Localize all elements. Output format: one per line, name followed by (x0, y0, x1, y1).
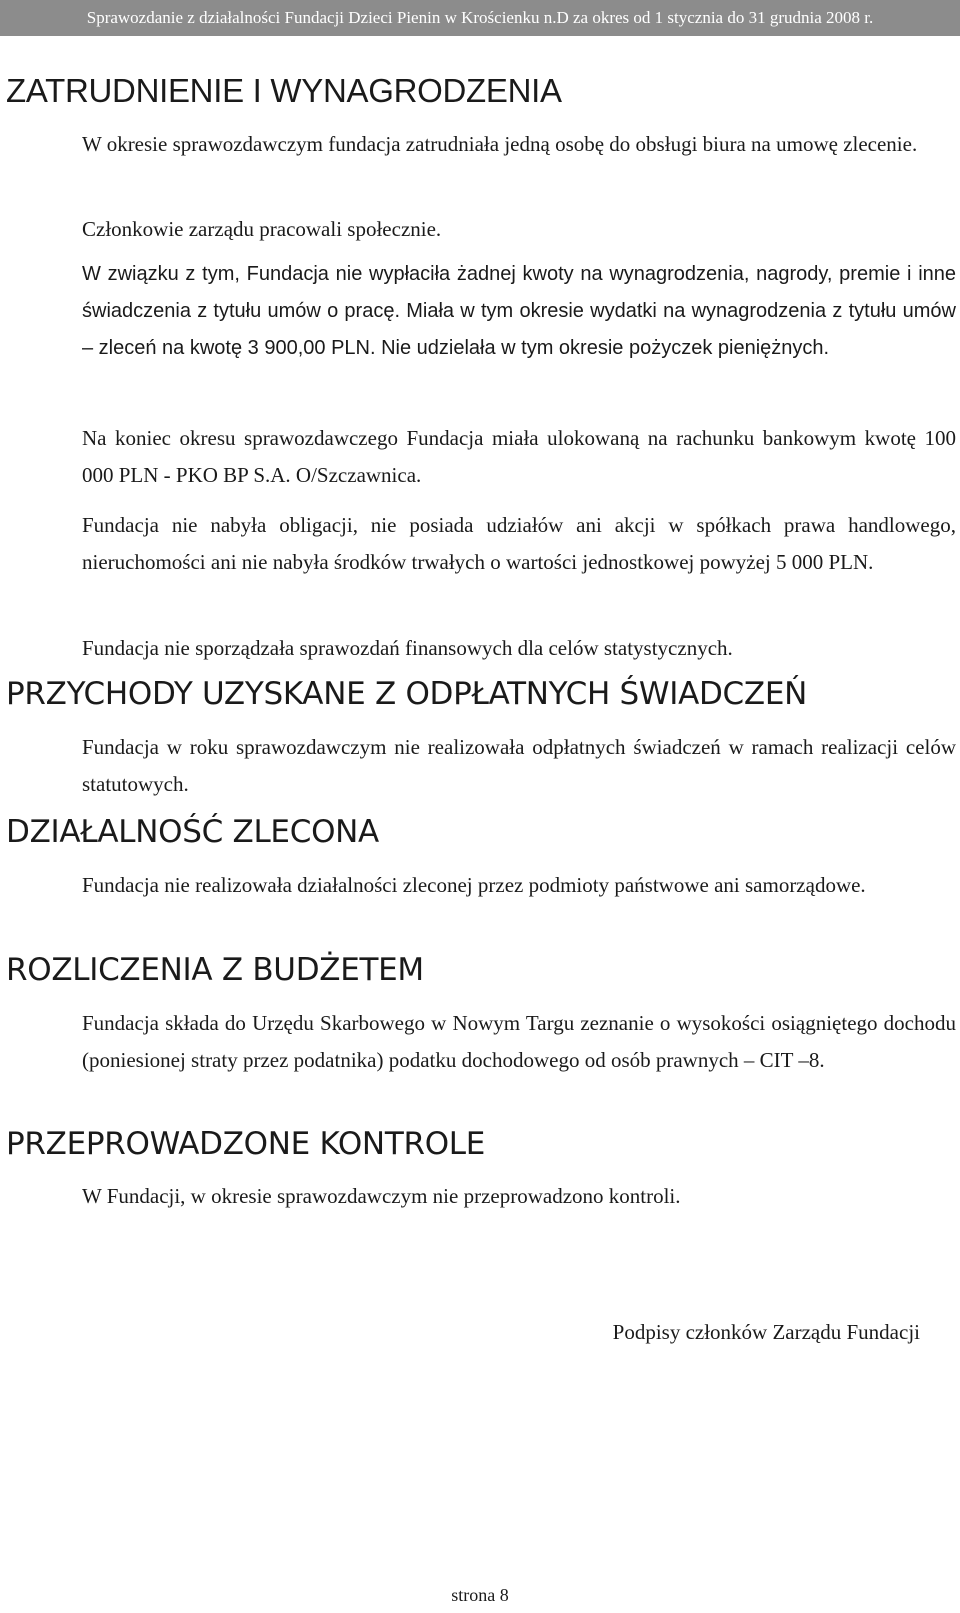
paragraph-commissioned-activity: Fundacja nie realizowała działalności zleconej przez podmioty państwowe ani samorządowe. (82, 873, 866, 897)
running-header: Sprawozdanie z działalności Fundacji Dzieci Pienin w Krościenku n.D za okres od 1 stycznia do 31 grudnia 2008 r. (0, 0, 960, 36)
paragraph-inspections: W Fundacji, w okresie sprawozdawczym nie przeprowadzono kontroli. (82, 1184, 681, 1208)
paragraph-employment-1: W okresie sprawozdawczym fundacja zatrudniała jedną osobę do obsługi biura na umowę zlecenie. (82, 132, 918, 156)
paragraph-employment-4: Na koniec okresu sprawozdawczego Fundacja miała ulokowaną na rachunku bankowym kwotę 100 000 PLN - PKO BP S.A. O/Szczawnica. (82, 426, 956, 487)
paragraph-employment-6: Fundacja nie sporządzała sprawozdań finansowych dla celów statystycznych. (82, 636, 733, 660)
section-heading-employment: ZATRUDNIENIE I WYNAGRODZENIA (6, 72, 562, 109)
paragraph-employment-3: W związku z tym, Fundacja nie wypłaciła żadnej kwoty na wynagrodzenia, nagrody, premie i inne świadczenia z tytułu umów o pracę. Miała w tym okresie wydatki na wynagrodzenia z tytułu umów – zleceń na kwotę 3 900,00 PLN. Nie udzielała w tym okresie pożyczek pieniężnych. (82, 263, 956, 359)
signature-line: Podpisy członków Zarządu Fundacji (612, 1320, 920, 1344)
section-heading-budget-settlements: ROZLICZENIA Z BUDŻETEM (6, 952, 424, 988)
paragraph-employment-2: Członkowie zarządu pracowali społecznie. (82, 217, 442, 241)
paragraph-budget-settlements: Fundacja składa do Urzędu Skarbowego w Nowym Targu zeznanie o wysokości osiągniętego dochodu (poniesionej straty przez podatnika) podatku dochodowego od osób prawnych – CIT –8. (82, 1011, 956, 1072)
paragraph-employment-5: Fundacja nie nabyła obligacji, nie posiada udziałów ani akcji w spółkach prawa handlowego, nieruchomości ani nie nabyła środków trwałych o wartości jednostkowej powyżej 5 000 PLN. (82, 513, 956, 574)
section-heading-commissioned-activity: DZIAŁALNOŚĆ ZLECONA (6, 814, 379, 850)
section-heading-paid-services: PRZYCHODY UZYSKANE Z ODPŁATNYCH ŚWIADCZEŃ (6, 676, 808, 712)
section-heading-inspections: PRZEPROWADZONE KONTROLE (6, 1126, 486, 1162)
paragraph-paid-services: Fundacja w roku sprawozdawczym nie realizowała odpłatnych świadczeń w ramach realizacji celów statutowych. (82, 735, 956, 796)
page-number: strona 8 (451, 1585, 509, 1605)
